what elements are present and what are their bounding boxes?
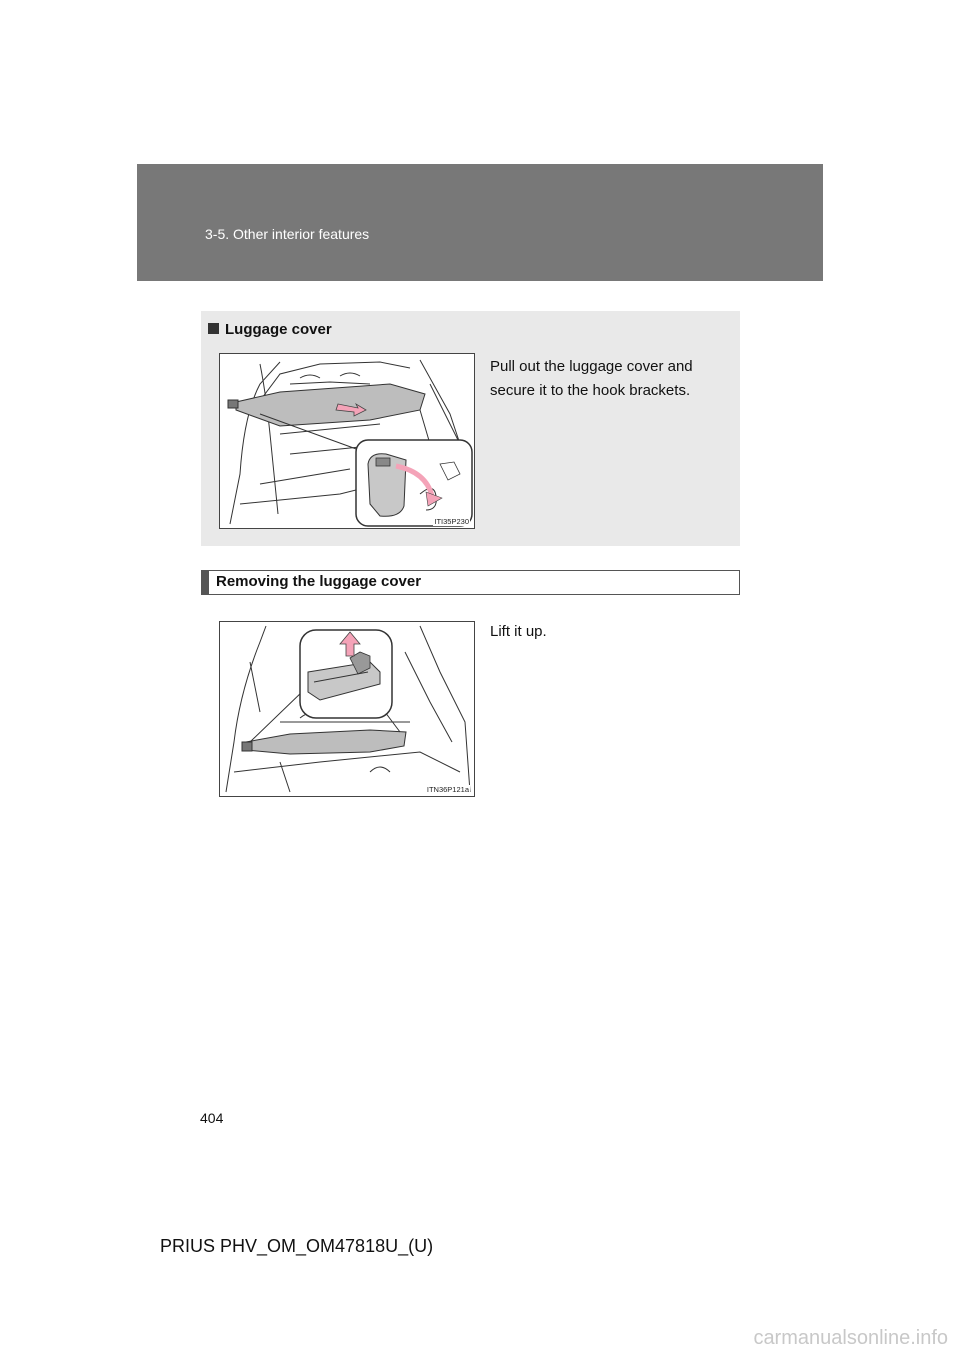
removing-illustration xyxy=(220,622,474,796)
luggage-cover-heading xyxy=(208,321,332,338)
removing-title: Removing the luggage cover xyxy=(216,573,422,590)
removing-description: Lift it up. xyxy=(490,623,547,640)
section-header-bar xyxy=(137,164,823,281)
title-accent xyxy=(202,571,209,594)
luggage-cover-illustration xyxy=(220,354,474,528)
removing-title-bar xyxy=(201,570,740,595)
removing-figure xyxy=(219,621,475,797)
luggage-cover-figure xyxy=(219,353,475,529)
document-code: PRIUS PHV_OM_OM47818U_(U) xyxy=(160,1236,434,1256)
luggage-cover-description: Pull out the luggage cover and secure it to the hook brackets. xyxy=(490,358,693,399)
figure-code: ITI35P230 xyxy=(434,517,469,526)
luggage-cover-heading-text: Luggage cover xyxy=(225,321,332,338)
watermark: carmanualsonline.info xyxy=(753,1327,948,1349)
section-label: 3-5. Other interior features xyxy=(205,226,370,242)
page-number: 404 xyxy=(200,1110,224,1126)
figure-code: ITN36P121a xyxy=(426,785,469,794)
square-bullet-icon xyxy=(208,323,219,334)
